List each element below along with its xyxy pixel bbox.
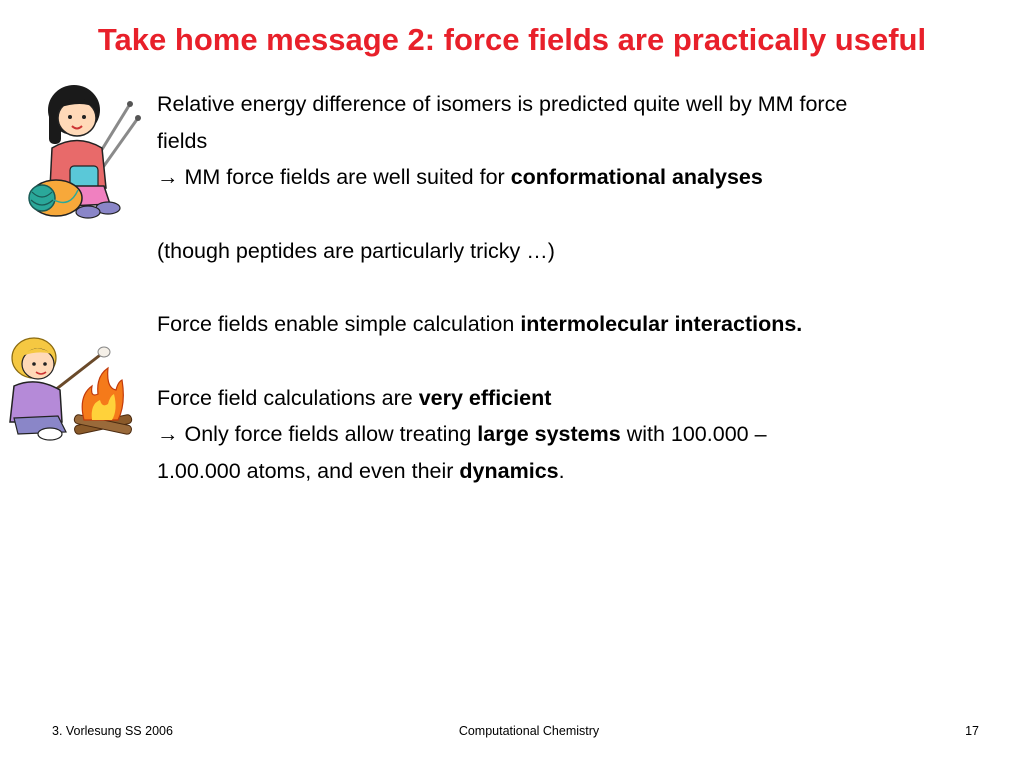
spacer [157,343,997,380]
arrow-glyph: → [157,165,179,190]
emphasis-intermolecular: intermolecular interactions. [520,312,803,337]
slide-title: Take home message 2: force fields are practically useful [97,22,927,57]
body-line-3 [157,159,997,196]
slide-body [157,86,997,490]
body-line-peptides: (though peptides are particularly tricky …) [157,238,555,263]
period: . [558,458,565,483]
emphasis-large-systems: large systems [477,422,621,447]
body-line-dynamics [157,453,997,490]
campfire-child-clipart [0,334,138,444]
footer-lecture: 3. Vorlesung SS 2006 [52,724,173,738]
body-text: Force field calculations are [157,385,413,410]
footer-page-number: 17 [965,724,979,738]
spacer [157,270,997,307]
knitting-girl-clipart [22,78,144,226]
body-line-1: Relative energy difference of isomers is predicted quite well by MM force [157,92,848,116]
body-line-intermolecular [157,306,997,343]
body-line-large-systems [157,416,997,453]
body-text: Force fields enable simple calculation [157,312,515,337]
body-text: Only force fields allow treating [184,422,472,447]
emphasis-very-efficient: very efficient [418,385,552,410]
body-text: with 100.000 – [626,422,767,447]
body-text: 1.00.000 atoms, and even their [157,458,454,483]
body-text: MM force fields are well suited for [184,165,505,190]
body-line-2: fields [157,128,208,153]
spacer [157,196,997,233]
footer-course: Computational Chemistry [458,724,600,738]
arrow-glyph: → [157,422,179,447]
emphasis-dynamics: dynamics [459,458,559,483]
body-line-efficient [157,380,997,417]
emphasis-conformational-analyses: conformational analyses [510,165,763,190]
